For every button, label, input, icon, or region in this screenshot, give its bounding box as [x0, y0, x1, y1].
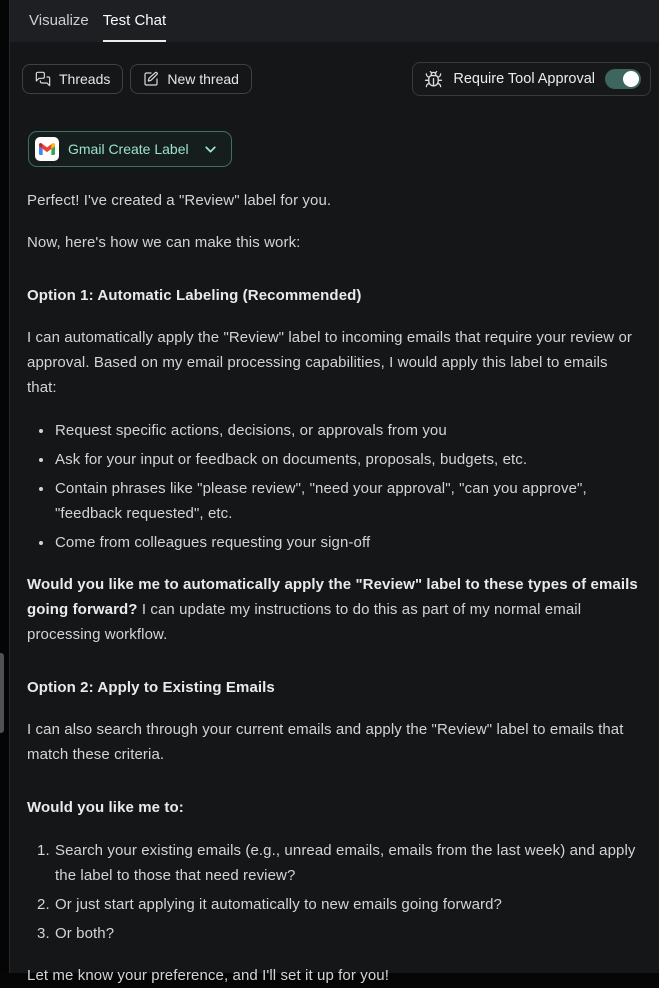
message-paragraph: I can automatically apply the "Review" label to incoming emails that require your review or approval. Based on my email processing capabilities, I would apply this label to emails that:: [27, 329, 633, 396]
numbered-list: [27, 838, 639, 946]
left-gutter: [0, 0, 10, 973]
require-tool-approval-control: [412, 62, 651, 96]
list-item: • Come from colleagues requesting your sign-off: [54, 530, 639, 555]
bug-icon: [424, 70, 443, 89]
gmail-create-label-button[interactable]: [28, 131, 232, 167]
message-paragraph: Would you like me to automatically apply the "Review" label to these types of emails going forward? I can update my instructions to do this as part of my normal email processing workflow.: [27, 576, 638, 643]
message-bold-lead: Would you like me to automatically apply the "Review" label to these types of emails going forward?: [27, 576, 638, 618]
threads-button[interactable]: [22, 64, 123, 94]
list-item: • Request specific actions, decisions, or approvals from you: [54, 418, 639, 443]
message-paragraph: Let me know your preference, and I'll set it up for you!: [27, 967, 389, 984]
message-heading: Option 2: Apply to Existing Emails: [27, 679, 275, 696]
toggle-knob: [623, 71, 639, 87]
tool-chip-label: Gmail Create Label: [68, 141, 189, 157]
list-item: • Ask for your input or feedback on documents, proposals, budgets, etc.: [54, 447, 639, 472]
new-thread-button-label: New thread: [167, 71, 239, 87]
message-paragraph: Now, here's how we can make this work:: [27, 234, 301, 251]
thread-buttons-group: [22, 64, 252, 94]
bullet-list: [27, 418, 639, 555]
require-tool-approval-label: Require Tool Approval: [453, 71, 595, 87]
chevron-down-icon: [202, 141, 219, 158]
gmail-icon: [35, 137, 59, 161]
tab-bar: [10, 0, 659, 42]
list-item: • Contain phrases like "please review", "need your approval", "can you approve", "feedback requested", etc.: [54, 476, 639, 526]
new-thread-icon: [143, 71, 159, 87]
message-heading: Option 1: Automatic Labeling (Recommended): [27, 287, 362, 304]
message-paragraph: Perfect! I've created a "Review" label for you.: [27, 192, 332, 209]
assistant-message: [27, 188, 639, 988]
require-tool-approval-toggle[interactable]: [605, 69, 641, 89]
message-heading: Would you like me to:: [27, 799, 184, 816]
list-item: 3. Or both?: [54, 921, 639, 946]
threads-button-label: Threads: [59, 71, 111, 87]
tab-visualize[interactable]: Visualize: [29, 12, 89, 29]
main-panel: [10, 0, 659, 984]
list-item: 2. Or just start applying it automatically to new emails going forward?: [54, 892, 639, 917]
message-paragraph: I can also search through your current emails and apply the "Review" label to emails that match these criteria.: [27, 721, 624, 763]
new-thread-button[interactable]: [130, 64, 252, 94]
scrollbar-thumb[interactable]: [0, 653, 4, 733]
tab-test-chat[interactable]: Test Chat: [103, 0, 166, 42]
chat-panel: [10, 42, 659, 988]
list-item: 1. Search your existing emails (e.g., unread emails, emails from the last week) and apply the label to those that need review?: [54, 838, 639, 888]
threads-icon: [35, 71, 51, 87]
toolbar: [22, 62, 651, 96]
